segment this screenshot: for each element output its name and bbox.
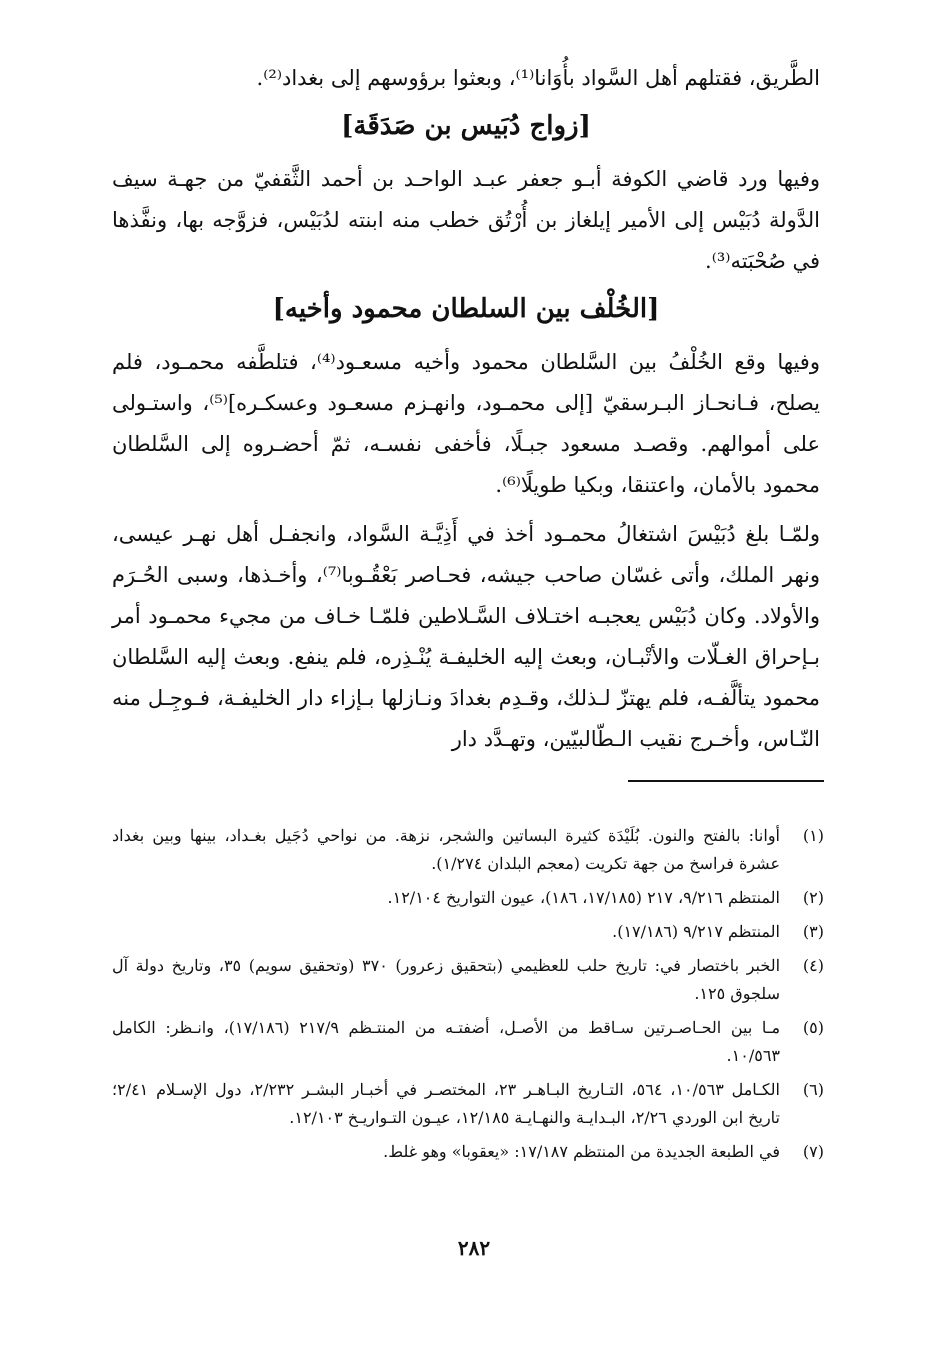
footnote-text: الكـامل ١٠/٥٦٣، ٥٦٤، التـاريخ البـاهـر ٢٣، المختصـر في أخبـار البشـر ٢/٢٣٢، دول الإسـلام ٢/٤١؛ تاريخ ابن الوردي ٢/٢٦، البـدايـة والنهـايـة ١٢/١٨٥، عيـون التـواريـخ ١٢/١٠٣.: [112, 1080, 781, 1127]
paragraph: وفيها وقع الخُلْفُ بين السَّلطان محمود وأخيه مسعـود⁽⁴⁾، فتلطَّفه محمـود، فلم يصلح، فـانحـاز البـرسقيّ [إلى محمـود، وانهـزم مسعـود وعسكـره]⁽⁵⁾، واستـولى على أموالهم. وقصـد مسعود جبـلًا، فأخفى نفسـه، ثمّ أحضـروه إلى السَّلطان محمود بالأمان، واعتنقا، وبكيا طويلًا⁽⁶⁾.: [112, 350, 821, 497]
main-text: [112, 58, 820, 760]
footnote-text: مـا بين الحـاصـرتين سـاقط من الأصـل، أضفتـه من المنتـظم ٢١٧/٩ (١٧/١٨٦)، وانـظر: الكامل ١٠/٥٦٣.: [112, 1018, 781, 1065]
footnote-number: (٢): [802, 888, 824, 907]
section-heading-sultan-dispute: [الخُلْف بين السلطان محمود وأخيه]: [272, 294, 660, 324]
footnote-number: (٦): [802, 1080, 824, 1099]
footnote-text: الخبر باختصار في: تاريخ حلب للعظيمي (بتحقيق زعرور) ٣٧٠ (وتحقيق سويم) ٣٥، وتاريخ دولة آل سلجوق ١٢٥.: [112, 956, 781, 1003]
footnotes: [112, 822, 824, 1172]
footnote-number: (٥): [802, 1018, 824, 1037]
paragraph: وفيها ورد قاضي الكوفة أبـو جعفر عبـد الواحـد بن أحمد الثَّقفيّ من جهـة سيف الدَّولة دُبَيْس إلى الأمير إيلغاز بن أُرْتُق خطب منه ابنته لدُبَيْس، فزوَّجه بها، ونفَّذها في صُحْبَته⁽³⁾.: [112, 167, 820, 273]
footnote-number: (٧): [802, 1142, 824, 1161]
footnote-text: أوانا: بالفتح والنون. بُلَيْدَة كثيرة البساتين والشجر، نزهة. من نواحي دُجَيل بغـداد، بينها وبين بغداد عشرة فراسخ من جهة تكريت (معجم البلدان ١/٢٧٤).: [112, 826, 780, 873]
page-number: ٢٨٢: [457, 1236, 491, 1260]
footnote: [112, 1014, 824, 1070]
footnote: [112, 952, 824, 1008]
footnote-number: (١): [802, 826, 824, 845]
section-heading-dubays-marriage: [زواج دُبَيس بن صَدَقَة]: [341, 111, 591, 141]
footnote-number: (٤): [802, 956, 824, 975]
footnote: [112, 1138, 824, 1166]
footnote: [112, 1076, 824, 1132]
footnote-text: في الطبعة الجديدة من المنتظم ١٧/١٨٧: «يعقوبا» وهو غلط.: [383, 1142, 780, 1161]
footnote: [112, 884, 824, 912]
footnote-text: المنتظم ٩/٢١٧ (١٧/١٨٦).: [612, 922, 780, 941]
opening-line: الطَّريق، فقتلهم أهل السَّواد بأُوَانا⁽¹⁾، وبعثوا برؤوسهم إلى بغداد⁽²⁾.: [256, 66, 820, 90]
footnote-number: (٣): [802, 922, 824, 941]
footnote: [112, 918, 824, 946]
paragraph: ولمّـا بلغ دُبَيْسَ اشتغالُ محمـود أخذ في أَذِيَّـة السَّواد، وانجفـل أهل نهـر عيسى، ونهر الملك، وأتى غسّان صاحب جيشه، فحـاصر بَعْقُـوبا⁽⁷⁾، وأخـذها، وسبى الحُـرَم والأولاد. وكان دُبَيْس يعجبـه اختـلاف السَّـلاطين فلمّـا خـاف من مجيء محمـود أمر بـإحراق الغـلّات والأتْبـان، وبعث إليه الخليفـة يُنْـذِره، فلم ينفع. وبعث إليه السَّلطان محمود يتألَّفـه، فلم يهتزّ لـذلك، وقـدِم بغدادَ ونـازلها بـإزاء دار الخليفـة، فـوجِـل منه النّـاس، وأخـرج نقيب الـطّالبيّين، وتهـدَّد دار: [112, 522, 820, 751]
footnote-separator: [628, 780, 824, 782]
footnote: [112, 822, 824, 878]
footnote-text: المنتظم ٩/٢١٦، ٢١٧ (١٧/١٨٥، ١٨٦)، عيون التواريخ ١٢/١٠٤.: [387, 888, 780, 907]
